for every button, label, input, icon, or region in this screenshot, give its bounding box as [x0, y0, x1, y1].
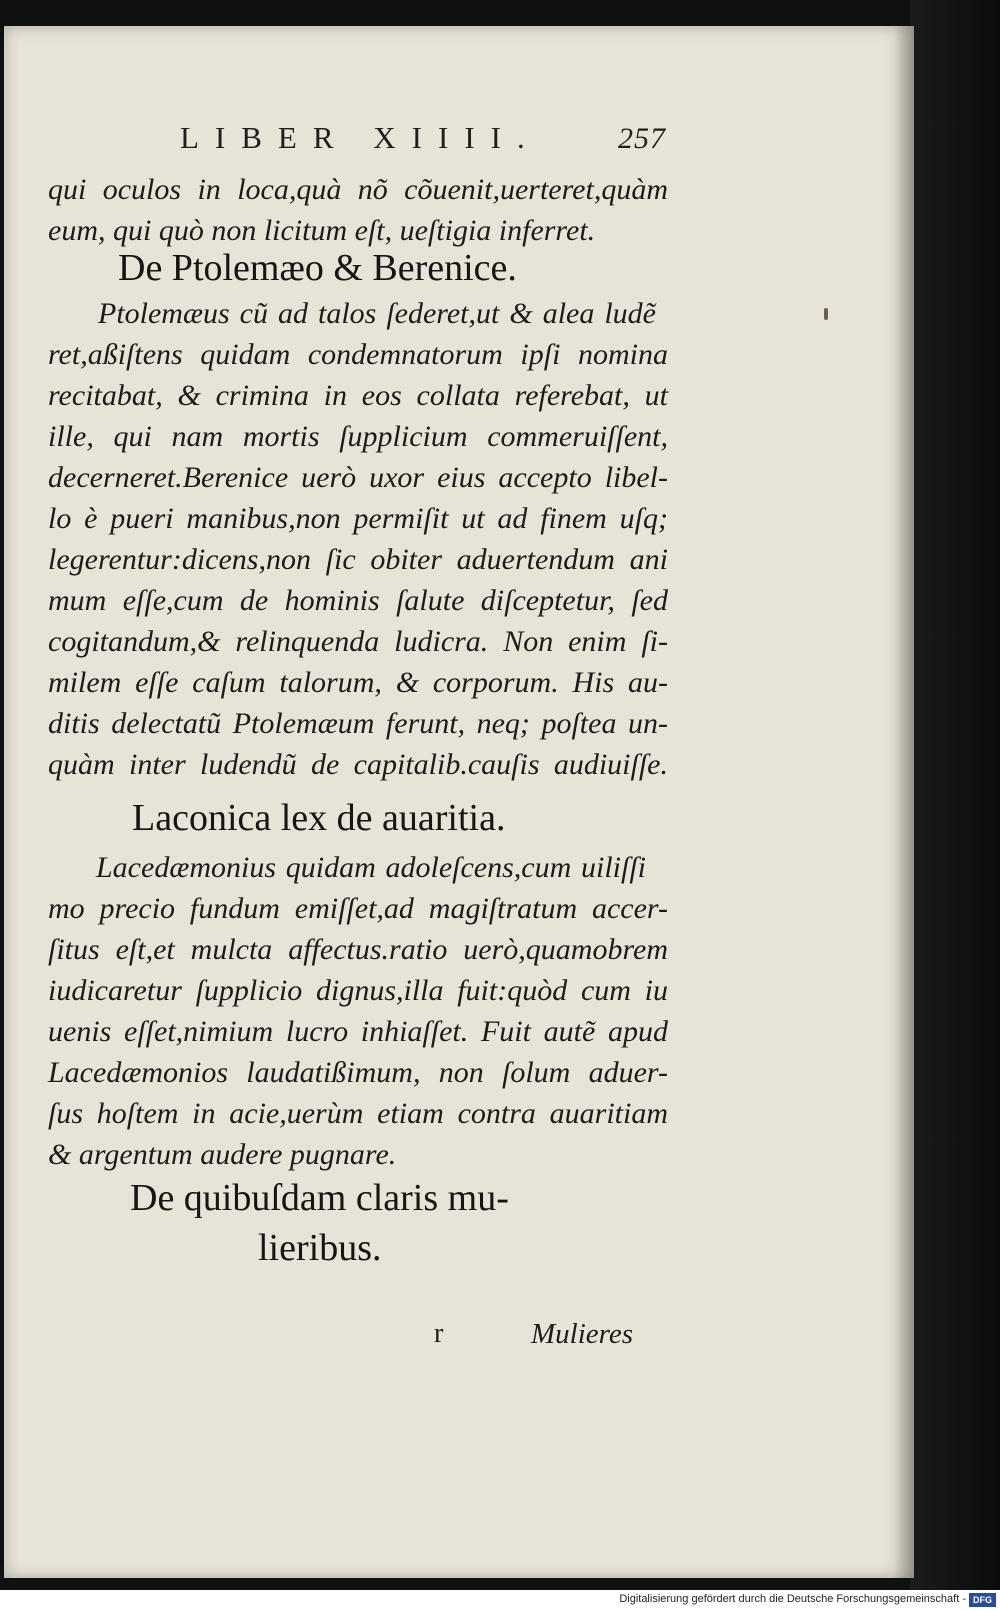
- text-line: ſus hoſtem in acie,uerùm etiam contra auaritiam: [48, 1097, 668, 1130]
- digitization-footer: [0, 1590, 1000, 1611]
- section-heading: Laconica lex de auaritia.: [132, 797, 506, 839]
- book-page: [4, 26, 914, 1578]
- running-head: LIBER XIIII.: [180, 120, 541, 155]
- signature-mark: r: [434, 1318, 444, 1349]
- ink-speck: [824, 308, 828, 320]
- text-line: Lacedæmonios laudatißimum, non ſolum aduer-: [48, 1056, 668, 1089]
- section-heading: De Ptolemæo & Berenice.: [118, 247, 517, 289]
- section-heading-continued: lieribus.: [258, 1227, 382, 1269]
- text-line: Ptolemæus cũ ad talos ſederet,ut & alea ludẽ: [98, 297, 656, 330]
- text-line: quàm inter ludendũ de capitalib.cauſis audiuiſſe.: [48, 748, 668, 781]
- text-line: ditis delectatũ Ptolemæum ferunt, neq; poſtea un-: [48, 707, 668, 740]
- text-line: recitabat, & crimina in eos collata referebat, ut: [48, 379, 668, 412]
- catchword: Mulieres: [531, 1318, 634, 1350]
- text-line: milem eſſe caſum talorum, & corporum. His au-: [48, 666, 668, 699]
- section-heading: De quibuſdam claris mu-: [130, 1177, 509, 1219]
- text-line: legerentur:dicens,non ſic obiter aduertendum ani: [48, 543, 668, 576]
- text-line: mum eſſe,cum de hominis ſalute diſceptetur, ſed: [48, 584, 668, 617]
- text-line: qui oculos in loca,quà nõ cõuenit,uerteret,quàm: [48, 173, 668, 206]
- footer-credit: Digitalisierung gefördert durch die Deutsche Forschungsgemeinschaft -: [619, 1593, 966, 1605]
- text-line: Lacedæmonius quidam adoleſcens,cum uiliſſi: [96, 851, 646, 884]
- text-line: ſitus eſt,et mulcta affectus.ratio uerò,quamobrem: [48, 933, 668, 966]
- page-number: 257: [618, 122, 666, 155]
- facing-page-shadow: [910, 0, 1000, 1590]
- text-line: iudicaretur ſupplicio dignus,illa fuit:quòd cum iu: [48, 974, 668, 1007]
- text-line: eum, qui quò non licitum eſt, ueſtigia inferret.: [48, 214, 596, 247]
- text-line: ille, qui nam mortis ſupplicium commeruiſſent,: [48, 420, 668, 453]
- dfg-logo: DFG: [969, 1593, 996, 1607]
- text-line: ret,aßiſtens quidam condemnatorum ipſi nomina: [48, 338, 668, 371]
- text-line: cogitandum,& relinquenda ludicra. Non enim ſi-: [48, 625, 668, 658]
- text-line: mo precio fundum emiſſet,ad magiſtratum accer-: [48, 892, 668, 925]
- text-line: lo è pueri manibus,non permiſit ut ad finem uſq;: [48, 502, 668, 535]
- text-line: & argentum audere pugnare.: [48, 1138, 397, 1171]
- text-line: uenis eſſet,nimium lucro inhiaſſet. Fuit autẽ apud: [48, 1015, 668, 1048]
- text-line: decerneret.Berenice uerò uxor eius accepto libel-: [48, 461, 668, 494]
